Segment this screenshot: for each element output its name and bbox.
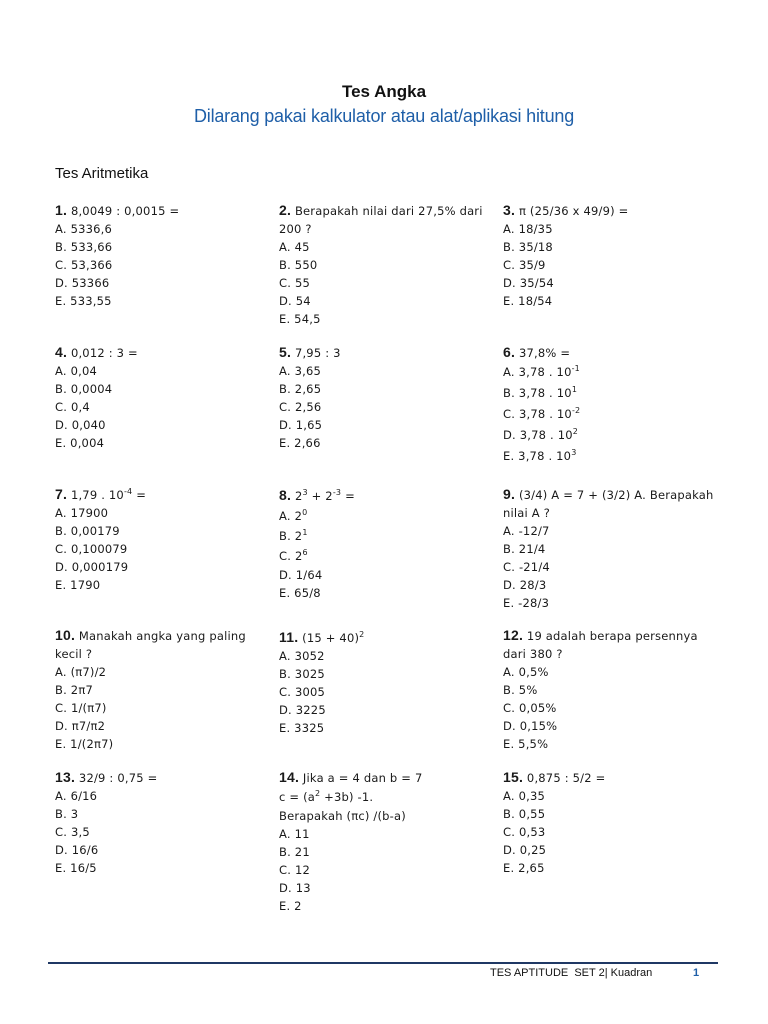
- question-text: (3/4) A = 7 + (3/2) A. Berapakah nilai A ?: [503, 488, 714, 520]
- option: D. 54: [279, 294, 311, 308]
- question-text: 8,0049 : 0,0015 =: [70, 204, 180, 218]
- exponent: 0: [302, 508, 308, 517]
- option: A. 3,65: [279, 364, 321, 378]
- question-number: 9.: [503, 486, 516, 502]
- option: A. 18/35: [503, 222, 553, 236]
- question-text: 0,012 : 3 =: [70, 346, 138, 360]
- question-number: 11.: [279, 629, 299, 645]
- exponent: 2: [572, 427, 579, 436]
- option-base: B. 3,78 . 10: [503, 386, 572, 400]
- page-title: Tes Angka: [341, 82, 427, 101]
- option: C. 0,05%: [503, 701, 557, 715]
- option: A. -12/7: [503, 524, 550, 538]
- exponent: 2: [359, 630, 365, 639]
- option: D. 1/64: [279, 568, 323, 582]
- option: D. 13: [279, 881, 311, 895]
- option: B. 21: [279, 845, 310, 859]
- option: C. 53,366: [55, 258, 113, 272]
- option: B. 533,66: [55, 240, 113, 254]
- option: C. 1/(π7): [55, 701, 107, 715]
- question-number: 6.: [503, 344, 516, 360]
- question-3: [503, 201, 718, 310]
- question-text: 0,875 : 5/2 =: [526, 771, 606, 785]
- question-number: 14.: [279, 769, 300, 785]
- option: B. 21/4: [503, 542, 546, 556]
- option: D. 0,15%: [503, 719, 558, 733]
- question-text-line3: Berapakah (πc) /(b-a): [279, 809, 406, 823]
- exponent: 1: [571, 385, 578, 394]
- option: D. π7/π2: [55, 719, 106, 733]
- question-number: 10.: [55, 627, 76, 643]
- option: C. -21/4: [503, 560, 550, 574]
- option: C. 55: [279, 276, 310, 290]
- option: D. 0,040: [55, 418, 106, 432]
- exponent: 2: [315, 789, 321, 798]
- option: A. 45: [279, 240, 310, 254]
- option: B. 2π7: [55, 683, 93, 697]
- option: E. 2,66: [279, 436, 321, 450]
- question-15: [503, 768, 718, 877]
- option: B. 0,55: [503, 807, 546, 821]
- option: B. 0,0004: [55, 382, 113, 396]
- question-text: Jika a = 4 dan b = 7: [302, 771, 423, 785]
- option: [503, 362, 718, 383]
- option: A. 3052: [279, 649, 325, 663]
- option: [279, 526, 494, 546]
- option: C. 12: [279, 863, 310, 877]
- option: E. 54,5: [279, 312, 321, 326]
- question-text: 37,8% =: [518, 346, 571, 360]
- option: E. 1790: [55, 578, 101, 592]
- option: C. 0,53: [503, 825, 546, 839]
- question-12: [503, 626, 718, 753]
- question-text-tail: =: [132, 488, 147, 502]
- question-number: 15.: [503, 769, 524, 785]
- option: D. 35/54: [503, 276, 554, 290]
- question-number: 13.: [55, 769, 76, 785]
- question-text: 32/9 : 0,75 =: [78, 771, 158, 785]
- section-title: Tes Aritmetika: [55, 165, 149, 182]
- question-text-line2: [279, 787, 494, 807]
- question-number: 2.: [279, 202, 292, 218]
- question-number: 1.: [55, 202, 68, 218]
- question-text: 19 adalah berapa persennya dari 380 ?: [503, 629, 698, 661]
- option: E. 65/8: [279, 586, 321, 600]
- option-base: B. 2: [279, 529, 303, 543]
- option-base: A. 3,78 . 10: [503, 365, 572, 379]
- question-number: 3.: [503, 202, 516, 218]
- option: A. 0,5%: [503, 665, 549, 679]
- option: A. 0,04: [55, 364, 97, 378]
- exponent: -3: [332, 488, 342, 497]
- option: D. 28/3: [503, 578, 547, 592]
- option: A. 11: [279, 827, 310, 841]
- option: B. 35/18: [503, 240, 553, 254]
- exponent: 6: [302, 548, 308, 557]
- option: C. 3005: [279, 685, 326, 699]
- question-6: [503, 343, 718, 467]
- option: C. 0,4: [55, 400, 90, 414]
- option: A. 6/16: [55, 789, 98, 803]
- option: [279, 506, 494, 526]
- option-base: C. 3,78 . 10: [503, 407, 572, 421]
- question-number: 5.: [279, 344, 292, 360]
- option-base: C. 2: [279, 549, 303, 563]
- question-7: [55, 485, 260, 594]
- option: E. 5,5%: [503, 737, 549, 751]
- question-text: 1,79 . 10: [70, 488, 124, 502]
- question-text: 2: [294, 489, 303, 503]
- question-1: [55, 201, 260, 310]
- option: A. 17900: [55, 506, 109, 520]
- option: E. 3325: [279, 721, 325, 735]
- option: E. 16/5: [55, 861, 97, 875]
- option: E. 533,55: [55, 294, 112, 308]
- question-number: 12.: [503, 627, 524, 643]
- question-11: [279, 628, 494, 737]
- option: B. 2,65: [279, 382, 322, 396]
- question-text: Berapakah nilai dari 27,5% dari 200 ?: [279, 204, 483, 236]
- page-subtitle: Dilarang pakai kalkulator atau alat/aplikasi hitung: [193, 106, 575, 126]
- question-text-tail: =: [341, 489, 355, 503]
- exponent: 3: [571, 448, 577, 457]
- option: E. 0,004: [55, 436, 105, 450]
- option: [503, 383, 718, 404]
- question-13: [55, 768, 260, 877]
- option: E. 1/(2π7): [55, 737, 114, 751]
- option: C. 3,5: [55, 825, 90, 839]
- option: [503, 425, 718, 446]
- option: [503, 446, 718, 467]
- question-4: [55, 343, 260, 452]
- option: E. 2: [279, 899, 302, 913]
- option: D. 1,65: [279, 418, 323, 432]
- option: B. 550: [279, 258, 318, 272]
- option: A. 5336,6: [55, 222, 113, 236]
- question-text: 7,95 : 3: [294, 346, 341, 360]
- question-9: [503, 485, 718, 612]
- question-number: 4.: [55, 344, 68, 360]
- option: D. 3225: [279, 703, 326, 717]
- option: B. 5%: [503, 683, 538, 697]
- option: D. 53366: [55, 276, 110, 290]
- option-base: D. 3,78 . 10: [503, 428, 573, 442]
- formula-b: +3b) -1.: [320, 790, 374, 804]
- option: E. 2,65: [503, 861, 545, 875]
- option: E. -28/3: [503, 596, 550, 610]
- option: B. 3: [55, 807, 79, 821]
- exponent: -2: [571, 406, 581, 415]
- option: A. (π7)/2: [55, 665, 107, 679]
- exponent: -4: [123, 487, 133, 496]
- question-number: 7.: [55, 486, 68, 502]
- option: E. 18/54: [503, 294, 553, 308]
- option: D. 0,25: [503, 843, 547, 857]
- option: C. 35/9: [503, 258, 546, 272]
- question-5: [279, 343, 494, 452]
- exponent: 3: [302, 488, 308, 497]
- option: D. 16/6: [55, 843, 99, 857]
- exponent: -1: [571, 364, 580, 373]
- option: [503, 404, 718, 425]
- question-8: [279, 485, 494, 602]
- option: C. 2,56: [279, 400, 322, 414]
- question-10: [55, 626, 260, 753]
- question-text: Manakah angka yang paling kecil ?: [55, 629, 246, 661]
- option: A. 0,35: [503, 789, 545, 803]
- option: B. 0,00179: [55, 524, 120, 538]
- question-number: 8.: [279, 487, 292, 503]
- question-2: [279, 201, 494, 328]
- option: D. 0,000179: [55, 560, 129, 574]
- option-base: E. 3,78 . 10: [503, 449, 572, 463]
- question-text: π (25/36 x 49/9) =: [518, 204, 629, 218]
- question-text: (15 + 40): [302, 631, 360, 645]
- exponent: 1: [302, 528, 308, 537]
- question-text-mid: + 2: [307, 489, 333, 503]
- footer-text: TES APTITUDE SET 2| Kuadran: [490, 967, 653, 979]
- option-base: A. 2: [279, 509, 303, 523]
- formula-a: c = (a: [279, 790, 316, 804]
- footer: [490, 967, 700, 979]
- option: [279, 546, 494, 566]
- footer-divider: [48, 962, 718, 964]
- option: C. 0,100079: [55, 542, 128, 556]
- option: B. 3025: [279, 667, 325, 681]
- question-14: [279, 768, 494, 915]
- page-number: 1: [693, 967, 700, 979]
